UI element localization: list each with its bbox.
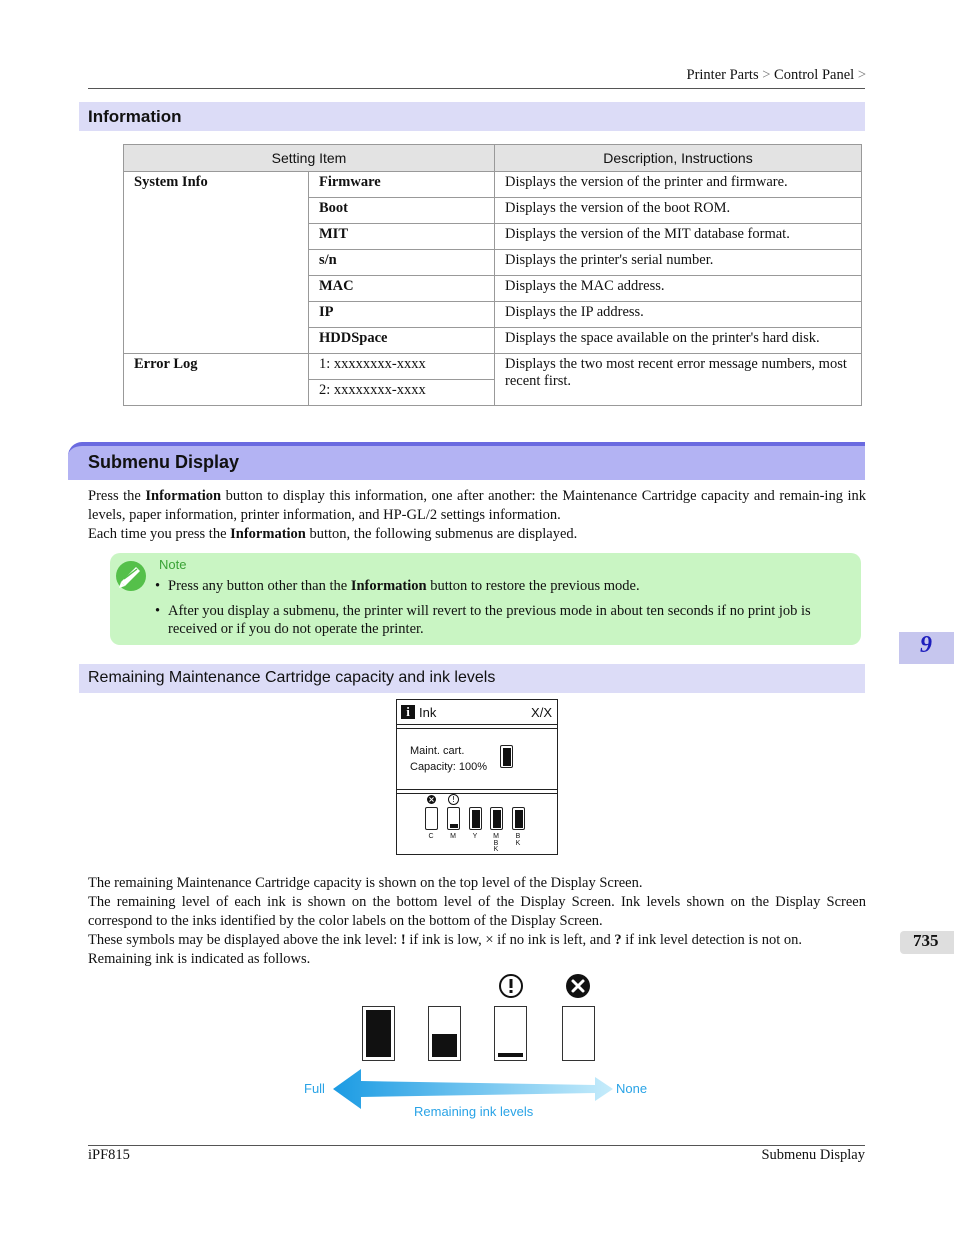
lcd-divider [397, 724, 557, 729]
note-label: Note [159, 557, 187, 572]
ink-color-label: C [428, 833, 434, 840]
ink-level-box [562, 1006, 595, 1061]
setting-description: Displays the IP address. [495, 302, 862, 328]
error-log-entry: 1: xxxxxxxx-xxxx [308, 354, 494, 380]
display-screen [396, 699, 558, 855]
footer-model: iPF815 [88, 1147, 130, 1163]
ink-low-icon: ! [448, 794, 459, 805]
ink-level-box [362, 1006, 395, 1061]
system-info-cell: System Info [124, 172, 309, 354]
remaining-description: The remaining Maintenance Cartridge capacity is shown on the top level of the Display Screen. The remaining level of each ink is shown on the bottom level of the Display Screen. Ink levels shown on the Display Screen correspond to the inks identified by the color labels on the bottom of the Display Screen. These symbols may be displayed above the ink level: ! if ink is low, × if no ink is left, and ? if ink level detection is not on. Remaining ink is indicated as follows. [88, 875, 866, 967]
remaining-ink-levels-label: Remaining ink levels [414, 1104, 534, 1119]
setting-description: Displays the MAC address. [495, 276, 862, 302]
information-table [123, 144, 862, 406]
setting-description: Displays the printer's serial number. [495, 250, 862, 276]
none-label: None [616, 1081, 648, 1096]
remaining-heading: Remaining Maintenance Cartridge capacity and ink levels [88, 669, 496, 686]
ink-color-label: M B K [493, 833, 499, 853]
setting-item: s/n [308, 250, 494, 276]
lcd-title: Ink [419, 705, 437, 720]
submenu-intro: Press the Information button to display this information, one after another: the Maintenance Cartridge capacity and remain-ing ink levels, paper information, printer information, and HP-GL/2 settings information. Each time you press the Information button, the following submenus are displayed. [88, 488, 866, 542]
footer-section: Submenu Display [761, 1147, 865, 1163]
error-log-cell: Error Log [124, 354, 309, 406]
full-label: Full [304, 1081, 325, 1096]
ink-empty-icon: × [428, 795, 435, 804]
ink-level-box-fill [498, 1053, 523, 1057]
capacity-label: Capacity: 100% [410, 761, 488, 773]
setting-description: Displays the version of the boot ROM. [495, 198, 862, 224]
header-rule [88, 88, 865, 89]
maint-label: Maint. cart. [410, 745, 465, 757]
error-log-description: Displays the two most recent error message numbers, most recent first. [495, 354, 862, 406]
ink-level-slot [447, 807, 460, 830]
setting-item: IP [308, 302, 494, 328]
ink-level-box [494, 1006, 527, 1061]
information-heading: Information [88, 107, 182, 126]
setting-description: Displays the version of the printer and firmware. [495, 172, 862, 198]
breadcrumb-printer-parts[interactable]: Printer Parts [686, 67, 759, 83]
ink-color-label: M [450, 833, 456, 840]
maintenance-cartridge-icon [500, 745, 513, 768]
ink-level-slot [425, 807, 438, 830]
ink-level-fill [515, 810, 523, 828]
ink-level-box [428, 1006, 461, 1061]
lcd-page: X/X [531, 705, 552, 720]
list-item: • Press any button other than the Information button to restore the previous mode. [155, 578, 640, 594]
ink-color-label: B K [515, 833, 521, 847]
ink-level-fill [472, 810, 480, 828]
footer-rule [88, 1145, 865, 1146]
info-icon: i [401, 705, 415, 719]
table-header-setting: Setting Item [124, 145, 495, 172]
error-log-entry: 2: xxxxxxxx-xxxx [308, 380, 494, 406]
pencil-icon [112, 558, 148, 592]
ink-level-box-fill [366, 1010, 391, 1057]
note-list [155, 577, 855, 638]
ink-color-label: Y [472, 833, 478, 840]
chapter-number: 9 [920, 632, 932, 658]
table-header-description: Description, Instructions [495, 145, 862, 172]
page-number: 735 [913, 931, 939, 950]
breadcrumb-separator: > [762, 67, 771, 83]
ink-level-slot [512, 807, 525, 830]
setting-description: Displays the space available on the printer's hard disk. [495, 328, 862, 354]
ink-level-slot [469, 807, 482, 830]
breadcrumb-separator: > [857, 67, 866, 83]
no-ink-icon [565, 973, 591, 999]
information-heading-bar [79, 102, 865, 131]
setting-description: Displays the version of the MIT database format. [495, 224, 862, 250]
setting-item: MAC [308, 276, 494, 302]
low-ink-icon [498, 973, 524, 999]
table-row [124, 354, 862, 380]
ink-level-fill [450, 824, 458, 827]
setting-item: Boot [308, 198, 494, 224]
list-item: • After you display a submenu, the printer will revert to the previous mode in about ten seconds if no print job is received or if you do not operate the printer. [155, 603, 811, 637]
submenu-heading: Submenu Display [88, 452, 240, 472]
ink-level-row [397, 792, 557, 854]
table-row [124, 172, 862, 198]
ink-level-slot [490, 807, 503, 830]
breadcrumb [687, 67, 867, 84]
ink-level-box-fill [432, 1034, 457, 1058]
breadcrumb-control-panel[interactable]: Control Panel [774, 67, 855, 83]
setting-item: MIT [308, 224, 494, 250]
setting-item: HDDSpace [308, 328, 494, 354]
setting-item: Firmware [308, 172, 494, 198]
ink-level-fill [493, 810, 501, 828]
